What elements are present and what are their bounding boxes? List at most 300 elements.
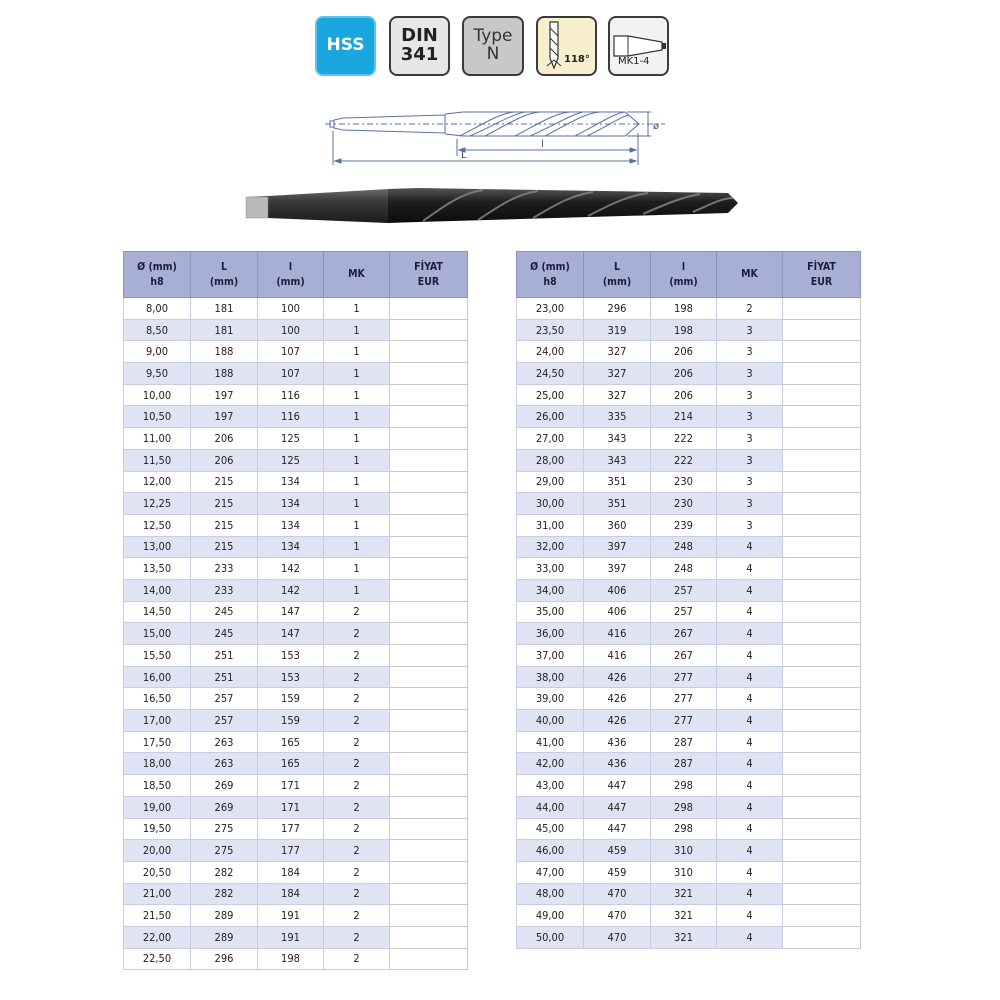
cell-flute-length: 125 [258, 428, 324, 450]
header-morse-taper: MK [717, 252, 783, 298]
cell-flute-length: 198 [258, 948, 324, 970]
cell-price [390, 905, 468, 927]
cell-flute-length: 298 [651, 818, 717, 840]
cell-morse-taper: 1 [324, 558, 390, 580]
type-badge-line1: Type [473, 26, 513, 47]
table-row [124, 601, 468, 623]
cell-diameter: 24,00 [517, 341, 584, 363]
cell-morse-taper: 2 [324, 861, 390, 883]
table-row [517, 384, 861, 406]
cell-price [783, 753, 861, 775]
cell-total-length: 470 [584, 926, 651, 948]
cell-total-length: 251 [191, 666, 258, 688]
cell-price [783, 406, 861, 428]
cell-flute-length: 134 [258, 493, 324, 515]
cell-diameter: 20,50 [124, 861, 191, 883]
cell-total-length: 360 [584, 514, 651, 536]
cell-total-length: 275 [191, 840, 258, 862]
cell-diameter: 49,00 [517, 905, 584, 927]
cell-morse-taper: 2 [324, 753, 390, 775]
cell-diameter: 16,00 [124, 666, 191, 688]
table-row [517, 536, 861, 558]
cell-diameter: 13,50 [124, 558, 191, 580]
hss-badge [315, 16, 376, 76]
cell-flute-length: 298 [651, 796, 717, 818]
table-row [124, 428, 468, 450]
table-row [124, 905, 468, 927]
cell-flute-length: 159 [258, 710, 324, 732]
cell-price [390, 948, 468, 970]
cell-total-length: 251 [191, 645, 258, 667]
cell-morse-taper: 2 [324, 710, 390, 732]
cell-price [390, 536, 468, 558]
cell-total-length: 275 [191, 818, 258, 840]
cell-flute-length: 171 [258, 796, 324, 818]
cell-flute-length: 165 [258, 753, 324, 775]
cell-total-length: 206 [191, 449, 258, 471]
cell-flute-length: 107 [258, 341, 324, 363]
cell-flute-length: 287 [651, 731, 717, 753]
cell-price [783, 363, 861, 385]
table-row [124, 883, 468, 905]
table-row [517, 883, 861, 905]
cell-diameter: 35,00 [517, 601, 584, 623]
cell-flute-length: 100 [258, 319, 324, 341]
cell-diameter: 36,00 [517, 623, 584, 645]
cell-diameter: 46,00 [517, 840, 584, 862]
cell-morse-taper: 4 [717, 840, 783, 862]
cell-diameter: 14,50 [124, 601, 191, 623]
cell-diameter: 9,00 [124, 341, 191, 363]
cell-diameter: 50,00 [517, 926, 584, 948]
cell-total-length: 206 [191, 428, 258, 450]
hss-badge-label: HSS [326, 35, 365, 56]
table-row [124, 319, 468, 341]
table-row [517, 471, 861, 493]
table-row [517, 428, 861, 450]
cell-diameter: 22,50 [124, 948, 191, 970]
cell-morse-taper: 1 [324, 406, 390, 428]
cell-diameter: 29,00 [517, 471, 584, 493]
cell-flute-length: 321 [651, 883, 717, 905]
cell-total-length: 188 [191, 363, 258, 385]
cell-flute-length: 206 [651, 384, 717, 406]
cell-total-length: 436 [584, 753, 651, 775]
cell-morse-taper: 2 [324, 666, 390, 688]
cell-flute-length: 230 [651, 471, 717, 493]
table-row [124, 298, 468, 320]
total-length-label: L [461, 150, 467, 161]
cell-flute-length: 310 [651, 840, 717, 862]
cell-price [390, 579, 468, 601]
cell-price [783, 623, 861, 645]
cell-flute-length: 159 [258, 688, 324, 710]
cell-morse-taper: 2 [324, 883, 390, 905]
cell-total-length: 416 [584, 623, 651, 645]
table-row [124, 341, 468, 363]
cell-diameter: 8,50 [124, 319, 191, 341]
cell-price [783, 775, 861, 797]
cell-morse-taper: 3 [717, 319, 783, 341]
cell-price [783, 710, 861, 732]
cell-morse-taper: 4 [717, 688, 783, 710]
table-row [124, 623, 468, 645]
cell-diameter: 40,00 [517, 710, 584, 732]
table-row [517, 731, 861, 753]
cell-diameter: 12,00 [124, 471, 191, 493]
cell-flute-length: 153 [258, 666, 324, 688]
cell-morse-taper: 2 [324, 601, 390, 623]
table-row [517, 363, 861, 385]
cell-total-length: 181 [191, 298, 258, 320]
table-row [124, 471, 468, 493]
cell-price [390, 428, 468, 450]
cell-diameter: 12,25 [124, 493, 191, 515]
table-row [517, 666, 861, 688]
cell-flute-length: 198 [651, 298, 717, 320]
header-morse-taper: MK [324, 252, 390, 298]
header-price: FİYAT EUR [390, 252, 468, 298]
cell-total-length: 188 [191, 341, 258, 363]
cell-total-length: 447 [584, 818, 651, 840]
cell-price [783, 666, 861, 688]
cell-flute-length: 184 [258, 861, 324, 883]
table-row [124, 645, 468, 667]
drill-image [238, 183, 743, 233]
cell-morse-taper: 4 [717, 623, 783, 645]
morse-taper-badge [608, 16, 669, 76]
cell-flute-length: 277 [651, 666, 717, 688]
cell-total-length: 233 [191, 579, 258, 601]
header-total-length: L (mm) [191, 252, 258, 298]
cell-morse-taper: 2 [324, 731, 390, 753]
cell-price [390, 818, 468, 840]
cell-diameter: 16,50 [124, 688, 191, 710]
cell-flute-length: 191 [258, 905, 324, 927]
table-row [124, 948, 468, 970]
cell-morse-taper: 3 [717, 384, 783, 406]
cell-price [390, 883, 468, 905]
cell-morse-taper: 3 [717, 493, 783, 515]
cell-diameter: 42,00 [517, 753, 584, 775]
table-row [517, 645, 861, 667]
cell-morse-taper: 3 [717, 449, 783, 471]
cell-total-length: 470 [584, 883, 651, 905]
cell-morse-taper: 1 [324, 341, 390, 363]
cell-diameter: 21,50 [124, 905, 191, 927]
cell-total-length: 257 [191, 710, 258, 732]
cell-morse-taper: 4 [717, 601, 783, 623]
cell-morse-taper: 1 [324, 493, 390, 515]
cell-total-length: 269 [191, 775, 258, 797]
cell-diameter: 17,00 [124, 710, 191, 732]
cell-diameter: 11,00 [124, 428, 191, 450]
table-row [517, 514, 861, 536]
cell-morse-taper: 3 [717, 471, 783, 493]
cell-diameter: 18,00 [124, 753, 191, 775]
table-row [517, 406, 861, 428]
cell-price [783, 645, 861, 667]
table-row [517, 796, 861, 818]
cell-price [783, 558, 861, 580]
cell-flute-length: 222 [651, 449, 717, 471]
table-row [517, 341, 861, 363]
table-row [517, 840, 861, 862]
cell-flute-length: 248 [651, 536, 717, 558]
cell-total-length: 426 [584, 710, 651, 732]
cell-total-length: 459 [584, 861, 651, 883]
header-diameter: Ø (mm) h8 [517, 252, 584, 298]
cell-morse-taper: 2 [324, 775, 390, 797]
cell-price [783, 536, 861, 558]
cell-price [390, 796, 468, 818]
cell-total-length: 319 [584, 319, 651, 341]
cell-price [783, 731, 861, 753]
cell-total-length: 335 [584, 406, 651, 428]
cell-price [390, 623, 468, 645]
cell-flute-length: 257 [651, 579, 717, 601]
cell-flute-length: 191 [258, 926, 324, 948]
cell-diameter: 27,00 [517, 428, 584, 450]
cell-morse-taper: 3 [717, 341, 783, 363]
cell-total-length: 263 [191, 731, 258, 753]
cell-flute-length: 198 [651, 319, 717, 341]
cell-price [390, 406, 468, 428]
table-row [124, 406, 468, 428]
cell-price [783, 579, 861, 601]
cell-diameter: 14,00 [124, 579, 191, 601]
cell-flute-length: 267 [651, 623, 717, 645]
cell-diameter: 44,00 [517, 796, 584, 818]
cell-diameter: 8,00 [124, 298, 191, 320]
cell-total-length: 416 [584, 645, 651, 667]
cell-total-length: 351 [584, 493, 651, 515]
cell-flute-length: 321 [651, 905, 717, 927]
cell-morse-taper: 3 [717, 406, 783, 428]
cell-price [783, 493, 861, 515]
cell-diameter: 25,00 [517, 384, 584, 406]
cell-diameter: 47,00 [517, 861, 584, 883]
cell-morse-taper: 2 [324, 796, 390, 818]
technical-drawing [325, 103, 665, 173]
cell-morse-taper: 3 [717, 363, 783, 385]
cell-total-length: 459 [584, 840, 651, 862]
cell-morse-taper: 4 [717, 818, 783, 840]
cell-total-length: 296 [191, 948, 258, 970]
cell-diameter: 22,00 [124, 926, 191, 948]
cell-diameter: 10,00 [124, 384, 191, 406]
cell-total-length: 397 [584, 558, 651, 580]
cell-flute-length: 100 [258, 298, 324, 320]
table-row [517, 493, 861, 515]
cell-flute-length: 177 [258, 840, 324, 862]
cell-flute-length: 277 [651, 710, 717, 732]
table-row [124, 514, 468, 536]
cell-diameter: 15,50 [124, 645, 191, 667]
cell-diameter: 12,50 [124, 514, 191, 536]
cell-diameter: 13,00 [124, 536, 191, 558]
cell-total-length: 406 [584, 601, 651, 623]
point-angle-label: 118° [564, 54, 590, 65]
table-row [124, 818, 468, 840]
cell-flute-length: 230 [651, 493, 717, 515]
cell-total-length: 327 [584, 384, 651, 406]
cell-morse-taper: 1 [324, 298, 390, 320]
cell-diameter: 20,00 [124, 840, 191, 862]
cell-diameter: 32,00 [517, 536, 584, 558]
cell-morse-taper: 4 [717, 645, 783, 667]
cell-total-length: 447 [584, 775, 651, 797]
table-row [517, 753, 861, 775]
cell-total-length: 215 [191, 536, 258, 558]
header-total-length: L (mm) [584, 252, 651, 298]
cell-total-length: 263 [191, 753, 258, 775]
cell-morse-taper: 4 [717, 710, 783, 732]
cell-diameter: 21,00 [124, 883, 191, 905]
cell-price [390, 688, 468, 710]
cell-morse-taper: 1 [324, 363, 390, 385]
cell-price [783, 449, 861, 471]
cell-morse-taper: 4 [717, 579, 783, 601]
cell-price [783, 428, 861, 450]
cell-morse-taper: 4 [717, 796, 783, 818]
cell-price [783, 861, 861, 883]
cell-price [783, 905, 861, 927]
cell-diameter: 9,50 [124, 363, 191, 385]
cell-price [390, 840, 468, 862]
cell-diameter: 31,00 [517, 514, 584, 536]
cell-total-length: 426 [584, 666, 651, 688]
cell-total-length: 406 [584, 579, 651, 601]
cell-morse-taper: 2 [324, 623, 390, 645]
cell-total-length: 215 [191, 514, 258, 536]
cell-diameter: 11,50 [124, 449, 191, 471]
table-row [517, 926, 861, 948]
cell-morse-taper: 2 [324, 818, 390, 840]
cell-total-length: 351 [584, 471, 651, 493]
table-row [124, 861, 468, 883]
table-row [517, 298, 861, 320]
cell-price [390, 601, 468, 623]
cell-total-length: 447 [584, 796, 651, 818]
cell-flute-length: 222 [651, 428, 717, 450]
cell-morse-taper: 1 [324, 471, 390, 493]
table-row [124, 493, 468, 515]
cell-diameter: 39,00 [517, 688, 584, 710]
cell-diameter: 48,00 [517, 883, 584, 905]
cell-morse-taper: 1 [324, 449, 390, 471]
table-row [124, 710, 468, 732]
cell-diameter: 19,00 [124, 796, 191, 818]
cell-flute-length: 134 [258, 514, 324, 536]
cell-total-length: 289 [191, 926, 258, 948]
cell-price [390, 710, 468, 732]
cell-total-length: 282 [191, 861, 258, 883]
table-row [517, 775, 861, 797]
cell-total-length: 282 [191, 883, 258, 905]
cell-morse-taper: 4 [717, 883, 783, 905]
cell-diameter: 24,50 [517, 363, 584, 385]
cell-price [390, 926, 468, 948]
diameter-label: ø [653, 121, 660, 132]
cell-morse-taper: 4 [717, 536, 783, 558]
cell-diameter: 38,00 [517, 666, 584, 688]
cell-price [390, 449, 468, 471]
header-flute-length: l (mm) [651, 252, 717, 298]
cell-total-length: 397 [584, 536, 651, 558]
table-row [124, 666, 468, 688]
cell-diameter: 15,00 [124, 623, 191, 645]
cell-total-length: 197 [191, 406, 258, 428]
table-row [517, 601, 861, 623]
cell-price [390, 471, 468, 493]
cell-morse-taper: 3 [717, 428, 783, 450]
cell-flute-length: 277 [651, 688, 717, 710]
cell-morse-taper: 2 [324, 840, 390, 862]
cell-morse-taper: 1 [324, 514, 390, 536]
cell-flute-length: 147 [258, 623, 324, 645]
cell-total-length: 327 [584, 363, 651, 385]
table-row [124, 796, 468, 818]
cell-morse-taper: 1 [324, 428, 390, 450]
header-flute-length: l (mm) [258, 252, 324, 298]
cell-price [390, 731, 468, 753]
cell-price [783, 926, 861, 948]
table-row [517, 905, 861, 927]
spec-table-right [516, 251, 861, 949]
cell-price [390, 666, 468, 688]
cell-price [783, 298, 861, 320]
cell-price [783, 818, 861, 840]
cell-flute-length: 214 [651, 406, 717, 428]
table-row [124, 384, 468, 406]
table-header-row [517, 252, 861, 298]
cell-morse-taper: 4 [717, 666, 783, 688]
cell-price [783, 688, 861, 710]
table-row [124, 449, 468, 471]
type-badge [462, 16, 524, 76]
table-row [517, 623, 861, 645]
cell-total-length: 197 [191, 384, 258, 406]
table-row [124, 775, 468, 797]
cell-flute-length: 321 [651, 926, 717, 948]
cell-morse-taper: 4 [717, 775, 783, 797]
cell-total-length: 181 [191, 319, 258, 341]
cell-total-length: 436 [584, 731, 651, 753]
cell-price [390, 514, 468, 536]
cell-total-length: 215 [191, 493, 258, 515]
cell-price [783, 883, 861, 905]
cell-flute-length: 287 [651, 753, 717, 775]
cell-total-length: 289 [191, 905, 258, 927]
table-row [517, 710, 861, 732]
cell-price [783, 341, 861, 363]
cell-total-length: 426 [584, 688, 651, 710]
cell-total-length: 327 [584, 341, 651, 363]
cell-flute-length: 310 [651, 861, 717, 883]
cell-morse-taper: 4 [717, 558, 783, 580]
cell-flute-length: 125 [258, 449, 324, 471]
cell-morse-taper: 4 [717, 926, 783, 948]
table-row [124, 753, 468, 775]
cell-morse-taper: 3 [717, 514, 783, 536]
cell-total-length: 269 [191, 796, 258, 818]
cell-price [390, 298, 468, 320]
cell-price [783, 601, 861, 623]
cell-morse-taper: 2 [324, 926, 390, 948]
table-row [517, 818, 861, 840]
cell-diameter: 17,50 [124, 731, 191, 753]
